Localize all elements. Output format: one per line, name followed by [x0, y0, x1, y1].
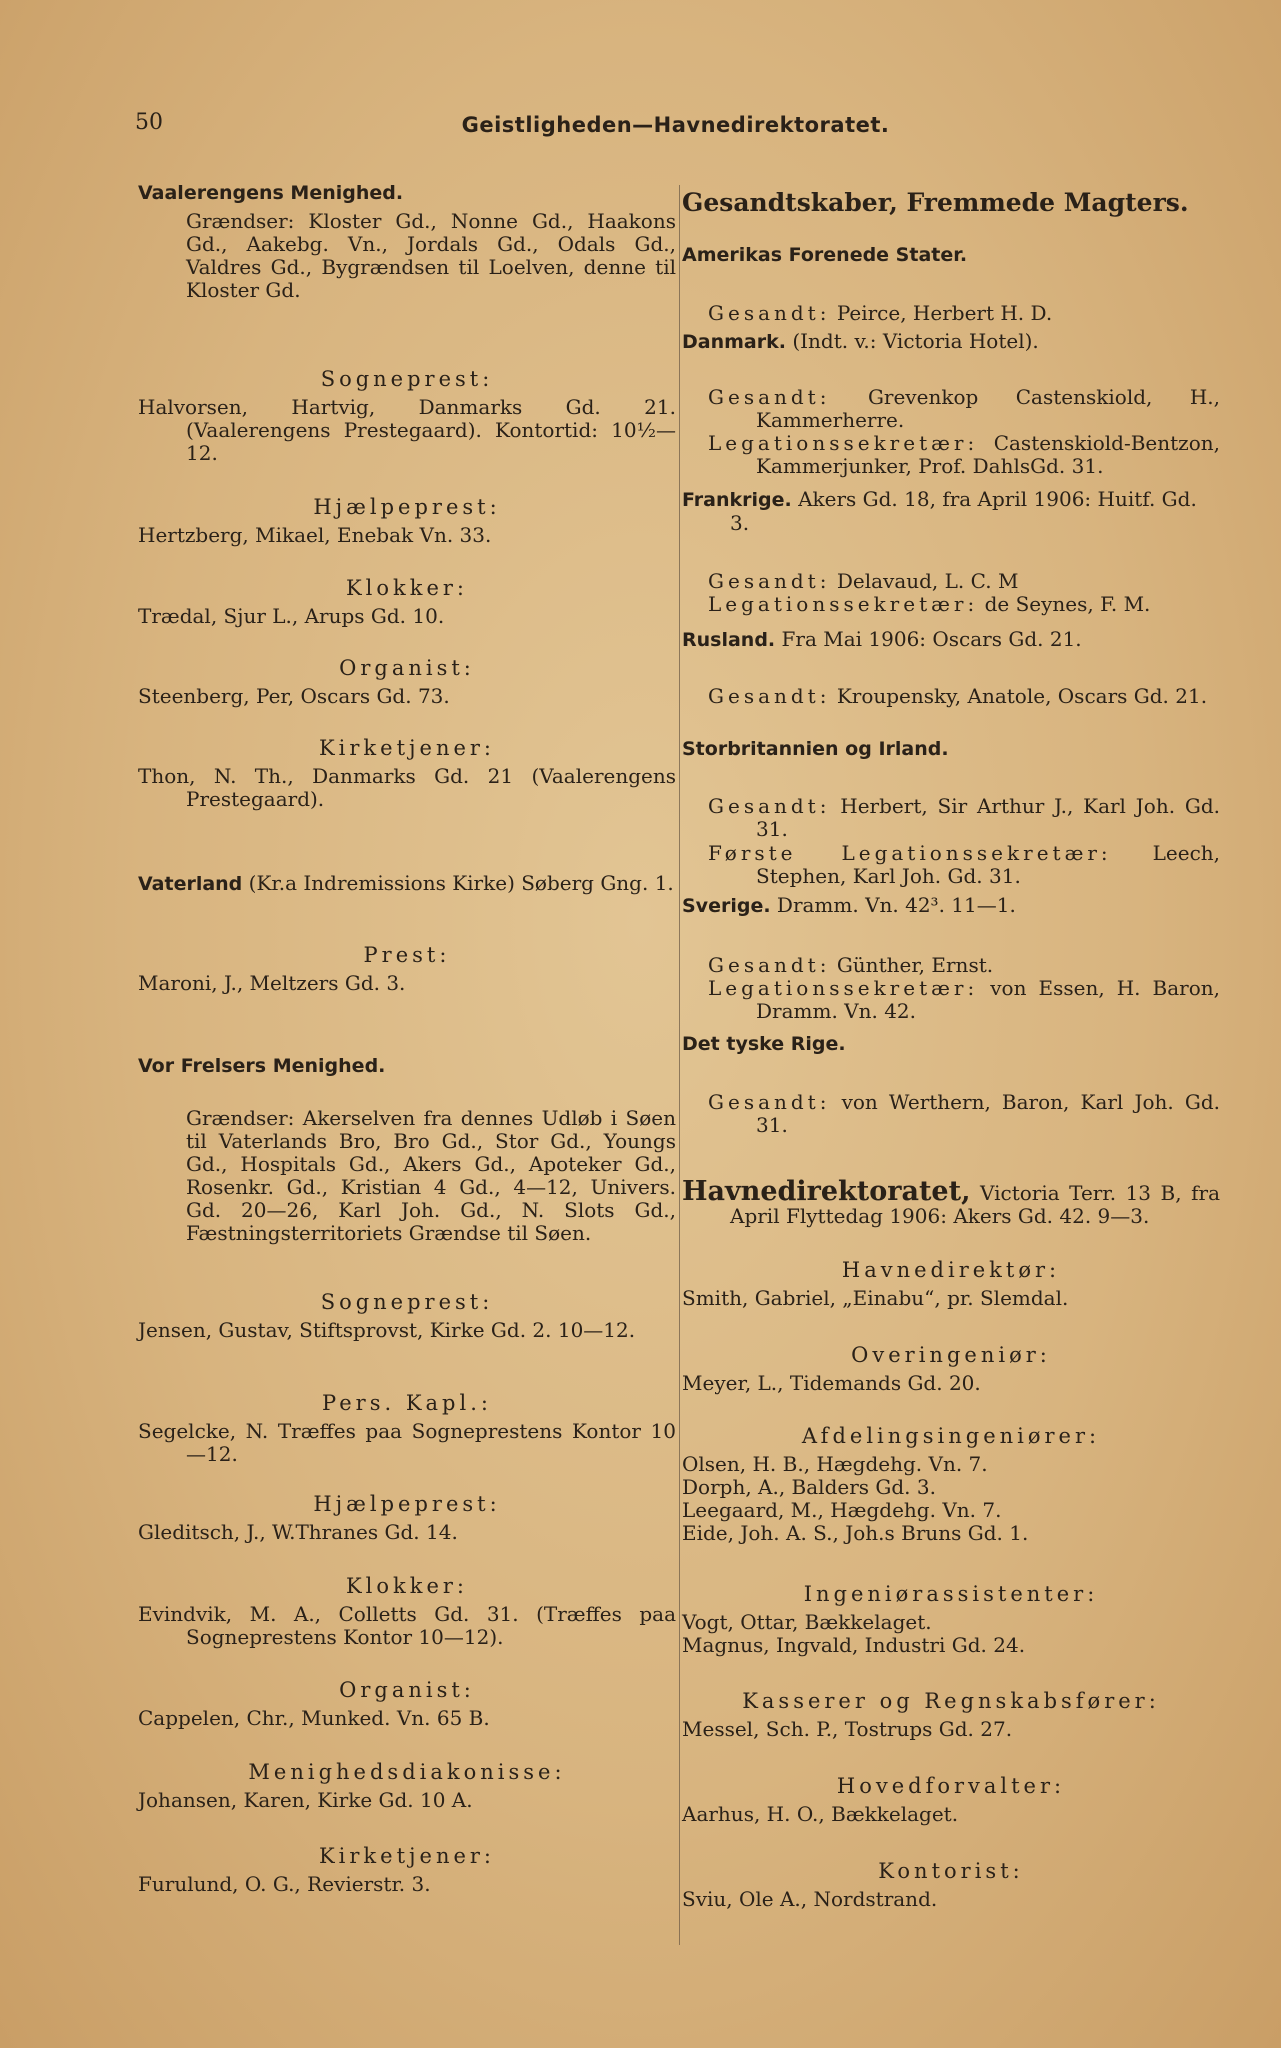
entry-text	[682, 795, 1220, 841]
role-label: Afdelingsingeniører:	[801, 1424, 1101, 1448]
role-label: Klokker:	[345, 1574, 469, 1598]
role-label: Gesandt:	[708, 1090, 831, 1114]
address: Victoria Terr. 13 B, fra April Flyttedag 1906: Akers Gd. 42. 9—3.	[730, 1181, 1220, 1228]
country-line	[682, 488, 1220, 535]
country-line	[682, 628, 1220, 652]
list-item: Dorph, A., Balders Gd. 3.	[682, 1475, 936, 1499]
role-label: Gesandt:	[708, 953, 831, 977]
country-title: Sverige.	[682, 895, 771, 917]
person: de Seynes, F. M.	[984, 592, 1151, 616]
role-label: Kontorist:	[878, 1859, 1024, 1883]
role-label: Gesandt:	[708, 684, 831, 708]
column-divider	[679, 185, 680, 1945]
country-line	[682, 330, 1220, 354]
person: von Essen, H. Baron, Dramm. Vn. 42.	[756, 976, 1220, 1023]
entry-text: Gleditsch, J., W.Thranes Gd. 14.	[138, 1520, 458, 1544]
role-label: Gesandt:	[708, 569, 831, 593]
person: Kroupensky, Anatole, Oscars Gd. 21.	[836, 684, 1208, 708]
section-title: Vor Frelsers Menighed.	[138, 1055, 386, 1077]
role-label: Kirketjener:	[318, 1844, 496, 1868]
role-label: Legationssekretær:	[708, 976, 979, 1000]
entry-text: Maroni, J., Meltzers Gd. 3.	[138, 971, 406, 995]
role-label: Legationssekretær:	[708, 592, 979, 616]
section-title: Gesandtskaber, Fremmede Magters.	[682, 188, 1189, 217]
role-label: Sogneprest:	[320, 367, 494, 391]
role-label: Klokker:	[345, 576, 469, 600]
role-label: Hjælpeprest:	[313, 1492, 501, 1516]
role-label: Menighedsdiakonisse:	[248, 1760, 566, 1784]
role-label: Hjælpeprest:	[313, 495, 501, 519]
entry-text: Thon, N. Th., Danmarks Gd. 21 (Vaalerengens Prestegaard).	[138, 764, 676, 811]
country-title: Det tyske Rige.	[682, 1033, 846, 1055]
role-label: Havnedirektør:	[841, 1258, 1061, 1282]
country-title: Frankrige.	[682, 489, 792, 511]
person: Delavaud, L. C. M	[836, 569, 1019, 593]
entry-text	[682, 1091, 1220, 1137]
entry-text	[682, 593, 1220, 616]
entry-text: (Kr.a Indremissions Kirke) Søberg Gng. 1.	[242, 871, 674, 895]
country-title: Storbritannien og Irland.	[682, 738, 949, 760]
entry-text: Jensen, Gustav, Stiftsprovst, Kirke Gd. 2. 10—12.	[138, 1318, 636, 1342]
entry-text: Messel, Sch. P., Tostrups Gd. 27.	[682, 1717, 1013, 1741]
person: Castenskiold-Bentzon, Kammerjunker, Prof. DahlsGd. 31.	[756, 431, 1220, 478]
section-title: Havnedirektoratet,	[682, 1176, 971, 1207]
havnedirektoratet-heading	[682, 1176, 1220, 1228]
section-title: Vaterland	[138, 873, 243, 895]
list-item: Olsen, H. B., Hægdehg. Vn. 7.	[682, 1452, 988, 1476]
address: Dramm. Vn. 42³. 11—1.	[770, 893, 1016, 917]
boundaries: Grændser: Kloster Gd., Nonne Gd., Haakons Gd., Aakebg. Vn., Jordals Gd., Odals Gd., Valdres Gd., Bygrændsen til Loelven, denne til Kloster Gd.	[186, 209, 676, 302]
list-item: Magnus, Ingvald, Industri Gd. 24.	[682, 1633, 1026, 1657]
role-label: Ingeniørassistenter:	[803, 1582, 1099, 1606]
entry-text	[682, 954, 1220, 977]
entry-text	[682, 386, 1220, 432]
address: Akers Gd. 18, fra April 1906: Huitf. Gd. 3.	[730, 487, 1197, 535]
entry-text: Sviu, Ole A., Nordstrand.	[682, 1887, 938, 1911]
role-label: Organist:	[339, 656, 475, 680]
person: Günther, Ernst.	[836, 953, 994, 977]
vaterland-heading	[138, 872, 676, 896]
role-label: Sogneprest:	[320, 1290, 494, 1314]
entry-text: Meyer, L., Tidemands Gd. 20.	[682, 1371, 981, 1395]
role-label: Gesandt:	[708, 385, 831, 409]
entry-text	[682, 302, 1220, 325]
country-title: Amerikas Forenede Stater.	[682, 244, 968, 266]
person: Herbert, Sir Arthur J., Karl Joh. Gd. 31.	[756, 794, 1220, 841]
entry-text	[682, 432, 1220, 478]
country-title: Danmark.	[682, 331, 786, 353]
role-label: Pers. Kapl.:	[322, 1391, 492, 1415]
address: (Indt. v.: Victoria Hotel).	[785, 329, 1039, 353]
list-item: Vogt, Ottar, Bækkelaget.	[682, 1610, 932, 1634]
person: Peirce, Herbert H. D.	[836, 301, 1053, 325]
role-label: Prest:	[363, 943, 451, 967]
role-label: Første Legationssekretær:	[708, 841, 1112, 865]
person: Leech, Stephen, Karl Joh. Gd. 31.	[756, 841, 1221, 888]
country-line	[682, 894, 1220, 918]
running-title: Geistligheden—Havnedirektoratet.	[461, 113, 890, 137]
country-title: Rusland.	[682, 629, 776, 651]
role-label: Hovedforvalter:	[836, 1774, 1066, 1798]
entry-text: Furulund, O. G., Revierstr. 3.	[138, 1872, 431, 1896]
role-label: Legationssekretær:	[708, 431, 979, 455]
role-label: Organist:	[339, 1678, 475, 1702]
person: von Werthern, Baron, Karl Joh. Gd. 31.	[756, 1090, 1220, 1137]
vaalerengen-section	[138, 182, 676, 302]
entry-text: Halvorsen, Hartvig, Danmarks Gd. 21. (Vaalerengens Prestegaard). Kontortid: 10½—12.	[138, 395, 676, 465]
entry-text	[682, 685, 1220, 708]
entry-text: Hertzberg, Mikael, Enebak Vn. 33.	[138, 523, 492, 547]
section-title: Vaalerengens Menighed.	[138, 182, 404, 204]
entry-text	[682, 977, 1220, 1023]
entry-text	[682, 570, 1220, 593]
page-number: 50	[135, 110, 163, 135]
list-item: Eide, Joh. A. S., Joh.s Bruns Gd. 1.	[682, 1521, 1029, 1545]
entry-text: Smith, Gabriel, „Einabu“, pr. Slemdal.	[682, 1286, 1069, 1310]
entry-text	[682, 842, 1220, 888]
role-label: Gesandt:	[708, 794, 831, 818]
entry-text: Steenberg, Per, Oscars Gd. 73.	[138, 684, 450, 708]
entry-text: Johansen, Karen, Kirke Gd. 10 A.	[138, 1788, 473, 1812]
person: Grevenkop Castenskiold, H., Kammerherre.	[756, 385, 1220, 432]
entry-text: Segelcke, N. Træffes paa Sogneprestens Kontor 10—12.	[138, 1419, 676, 1466]
boundaries: Grændser: Akerselven fra dennes Udløb i Søen til Vaterlands Bro, Bro Gd., Stor Gd., Youngs Gd., Hospitals Gd., Akers Gd., Apoteker Gd., Rosenkr. Gd., Kristian 4 Gd., 4—12, Univers. Gd. 20—26, Karl Joh. Gd., N. Slots Gd., Fæstningsterritoriets Grændse til Søen.	[186, 1106, 676, 1245]
entry-text: Cappelen, Chr., Munked. Vn. 65 B.	[138, 1706, 490, 1730]
role-label: Kirketjener:	[318, 736, 496, 760]
role-label: Gesandt:	[708, 301, 831, 325]
entry-text: Evindvik, M. A., Colletts Gd. 31. (Træffes paa Sogneprestens Kontor 10—12).	[138, 1602, 676, 1649]
list-item: Leegaard, M., Hægdehg. Vn. 7.	[682, 1498, 1002, 1522]
entry-text: Aarhus, H. O., Bækkelaget.	[682, 1802, 959, 1826]
entry-text: Trædal, Sjur L., Arups Gd. 10.	[138, 604, 445, 628]
address: Fra Mai 1906: Oscars Gd. 21.	[775, 627, 1082, 651]
role-label: Kasserer og Regnskabsfører:	[742, 1689, 1160, 1713]
role-label: Overingeniør:	[851, 1343, 1051, 1367]
